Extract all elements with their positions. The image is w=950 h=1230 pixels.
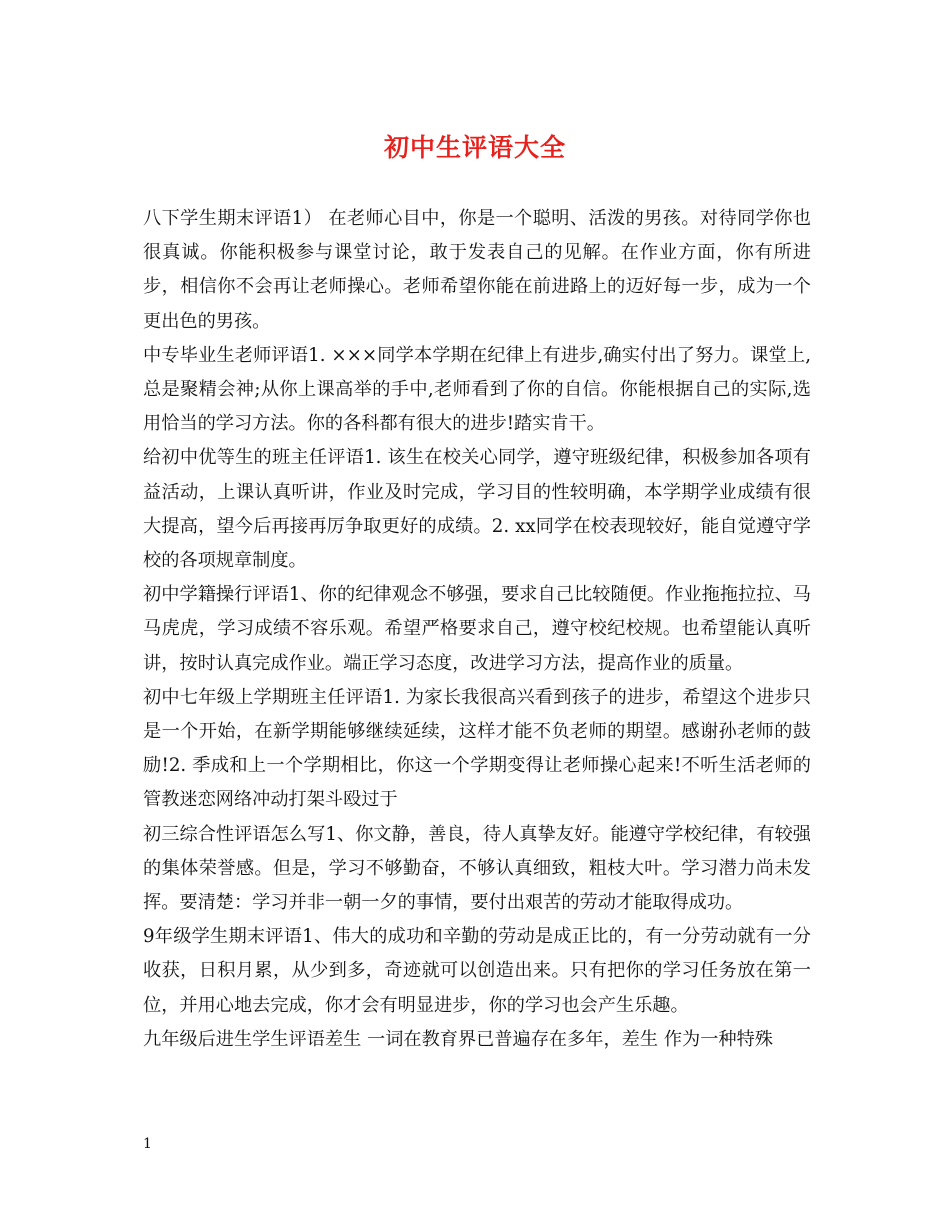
paragraph: 九年级后进生学生评语差生 一词在教育界已普遍存在多年，差生 作为一种特殊 <box>143 1028 773 1050</box>
page-number: 1 <box>143 1136 152 1152</box>
paragraph: 初中学籍操行评语1、你的纪律观念不够强，要求自己比较随便。作业拖拖拉拉、马马虎虎，学习成绩不容乐观。希望严格要求自己，遵守校纪校规。也希望能认真听讲，按时认真完成作业。端正学习态度，改进学习方法，提高作业的质量。 <box>143 584 811 674</box>
paragraph: 初三综合性评语怎么写1、你文静，善良，待人真挚友好。能遵守学校纪律，有较强的集体荣誉感。但是，学习不够勤奋，不够认真细致，粗枝大叶。学习潜力尚未发挥。要清楚：学习并非一朝一夕的事情，要付出艰苦的劳动才能取得成功。 <box>143 823 811 914</box>
paragraph: 初中七年级上学期班主任评语1. 为家长我很高兴看到孩子的进步，希望这个进步只是一个开始，在新学期能够继续延续，这样才能不负老师的期望。感谢孙老师的鼓励!2. 季成和上一个学期相比，你这一个学期变得让老师操心起来!不听生活老师的管教迷恋网络冲动打架斗殴过于 <box>143 686 811 811</box>
document-body <box>143 202 811 1057</box>
paragraph: 八下学生期末评语1） 在老师心目中，你是一个聪明、活泼的男孩。对待同学你也很真诚。你能积极参与课堂讨论，敢于发表自己的见解。在作业方面，你有所进步，相信你不会再让老师操心。老师希望你能在前进路上的迈好每一步，成为一个更出色的男孩。 <box>143 208 811 332</box>
document-title: 初中生评语大全 <box>383 133 566 162</box>
paragraph: 9年级学生期末评语1、伟大的成功和辛勤的劳动是成正比的，有一分劳动就有一分收获，日积月累，从少到多，奇迹就可以创造出来。只有把你的学习任务放在第一位，并用心地去完成，你才会有明显进步，你的学习也会产生乐趣。 <box>143 926 811 1016</box>
paragraph: 给初中优等生的班主任评语1. 该生在校关心同学，遵守班级纪律，积极参加各项有益活动，上课认真听讲，作业及时完成，学习目的性较明确，本学期学业成绩有很大提高，望今后再接再厉争取更好的成绩。2. xx同学在校表现较好，能自觉遵守学校的各项规章制度。 <box>143 447 811 572</box>
paragraph: 中专毕业生老师评语1. ×××同学本学期在纪律上有进步,确实付出了努力。课堂上,总是聚精会神;从你上课高举的手中,老师看到了你的自信。你能根据自己的实际,选用恰当的学习方法。你的各科都有很大的进步!踏实肯干。 <box>143 344 811 435</box>
